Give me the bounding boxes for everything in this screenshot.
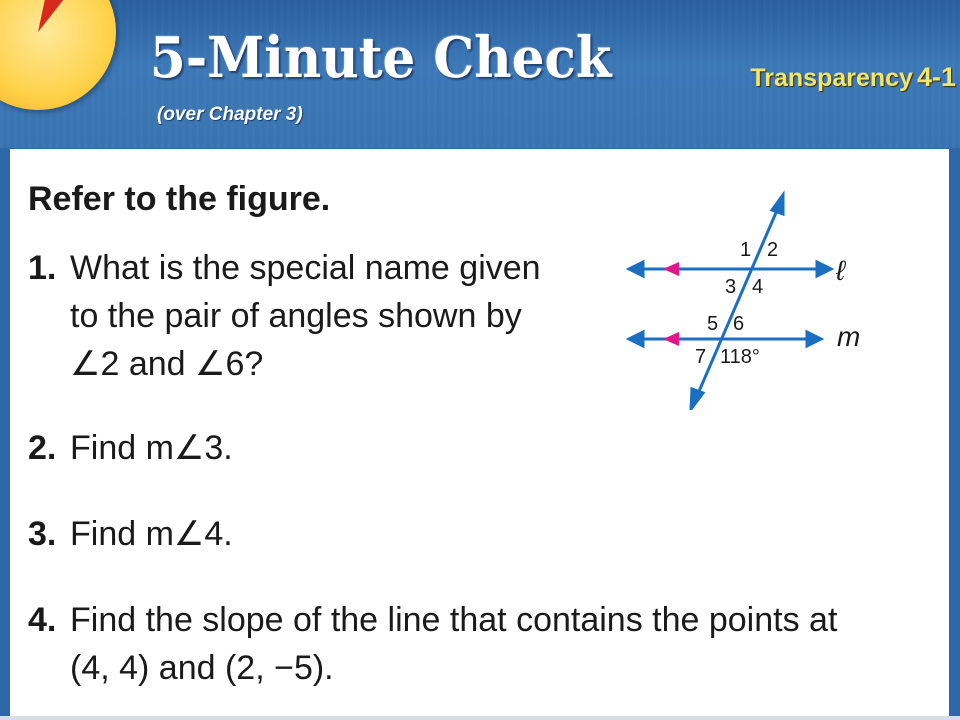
arrowhead-down [691, 389, 703, 409]
question-number: 3. [28, 515, 57, 553]
arrowhead-right [807, 332, 821, 346]
page-title: 5-Minute Check [150, 25, 612, 91]
parallel-lines-figure [615, 190, 875, 410]
question-1 [28, 244, 588, 389]
question-line: Find the slope of the line that contains the points at [70, 601, 838, 639]
question-line: What is the special name given [70, 249, 541, 287]
angle-label: 6 [733, 313, 745, 335]
transparency-number: 4-1 [916, 62, 956, 92]
question-body [70, 244, 541, 388]
transparency-text: Transparency [750, 64, 913, 92]
angle-label: 1 [740, 239, 752, 261]
angle-label: 5 [707, 313, 719, 335]
clock-icon [0, 0, 116, 110]
given-angle-label: 118° [720, 346, 760, 368]
angle-label: 2 [767, 239, 779, 261]
parallel-mark [663, 262, 679, 276]
question-2 [28, 424, 428, 474]
arrowhead-left [629, 262, 643, 276]
question-number: 4. [28, 601, 57, 639]
transparency-label [750, 62, 956, 93]
line-name-l: ℓ [836, 255, 846, 286]
question-line: (4, 4) and (2, −5). [70, 649, 334, 687]
question-body [70, 596, 837, 692]
header-banner [0, 0, 960, 148]
bottom-rule [0, 716, 960, 720]
arrowhead-right [817, 262, 831, 276]
arrowhead-left [629, 332, 643, 346]
line-name-m: m [837, 321, 861, 352]
angle-label: 7 [695, 346, 707, 368]
intro-text: Refer to the figure. [28, 180, 331, 218]
question-line: to the pair of angles shown by [70, 297, 522, 335]
question-number: 2. [28, 429, 57, 467]
question-4 [28, 596, 928, 696]
question-number: 1. [28, 249, 57, 287]
page-subtitle: (over Chapter 3) [157, 104, 303, 125]
angle-label: 4 [752, 276, 764, 298]
parallel-mark [663, 332, 679, 346]
question-body: Find m∠4. [70, 515, 233, 553]
question-body: Find m∠3. [70, 429, 233, 467]
question-line: ∠2 and ∠6? [70, 345, 264, 383]
question-3 [28, 510, 428, 560]
angle-label: 3 [725, 276, 737, 298]
arrowhead-up [772, 195, 783, 214]
